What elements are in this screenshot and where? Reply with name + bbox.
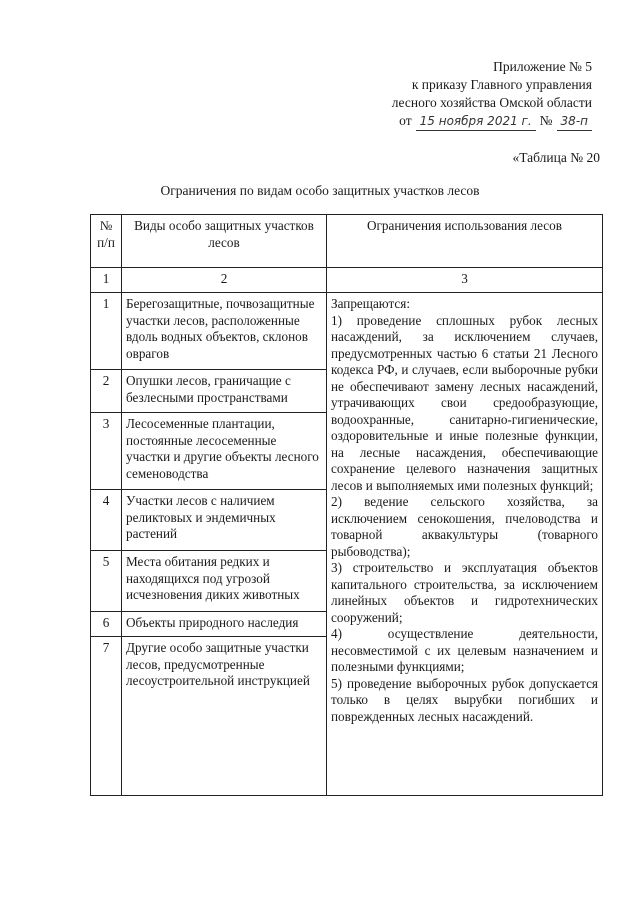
- table-label: «Таблица № 20: [512, 150, 600, 165]
- order-reference-line: к приказу Главного управления: [411, 77, 592, 92]
- zone-type: Лесосеменные плантации, постоянные лесосеменные участки и другие объекты лесного семеноводства: [122, 413, 327, 490]
- row-number: 7: [91, 637, 122, 796]
- header-number: № п/п: [91, 215, 122, 268]
- zone-type: Другие особо защитные участки лесов, предусмотренные лесоустроительной инструкцией: [122, 637, 327, 796]
- restrictions-cell: [327, 293, 603, 796]
- zone-type: Участки лесов с наличием реликтовых и эндемичных растений: [122, 490, 327, 551]
- restriction-item: 5) проведение выборочных рубок допускается только в целях вырубки погибших и поврежденных лесных насаждений.: [331, 675, 598, 724]
- row-number: 4: [91, 490, 122, 551]
- handwritten-date: 15 ноября 2021 г.: [416, 112, 536, 131]
- restriction-item: 3) строительство и эксплуатация объектов капитального строительства, за исключением линейных объектов и гидротехнических сооружений;: [331, 560, 598, 625]
- table-header-row: [91, 215, 603, 268]
- column-number: 1: [91, 268, 122, 293]
- row-number: 1: [91, 293, 122, 370]
- handwritten-number: 38-п: [557, 112, 592, 131]
- zone-type: Берегозащитные, почвозащитные участки лесов, расположенные вдоль водных объектов, склонов оврагов: [122, 293, 327, 370]
- restriction-item: 4) осуществление деятельности, несовместимой с их целевым назначением и полезными функциями;: [331, 626, 598, 674]
- number-label: №: [539, 113, 553, 128]
- restriction-item: 2) ведение сельского хозяйства, за исключением сенокошения, пчеловодства и товарной аквакультуры (товарного рыбоводства);: [331, 494, 598, 559]
- row-number: 3: [91, 413, 122, 490]
- column-number-row: [91, 268, 603, 293]
- header-type: Виды особо защитных участков лесов: [122, 215, 327, 268]
- row-number: 2: [91, 370, 122, 413]
- zone-type: Объекты природного наследия: [122, 612, 327, 637]
- from-label: от: [399, 113, 412, 128]
- zone-type: Опушки лесов, граничащие с безлесными пространствами: [122, 370, 327, 413]
- column-number: 3: [327, 268, 603, 293]
- header-restrictions: Ограничения использования лесов: [327, 215, 603, 268]
- row-number: 6: [91, 612, 122, 637]
- appendix-number: Приложение № 5: [493, 59, 592, 74]
- authority-name: лесного хозяйства Омской области: [391, 95, 592, 110]
- restriction-item: 1) проведение сплошных рубок лесных насаждений, за исключением случаев, предусмотренных частью 6 статьи 21 Лесного кодекса РФ, и случаев, если выборочные рубки не обеспечивают замену лесных насаждений, утрачивающих свои средообразующие, водоохранные, санитарно-гигиенические, оздоровительные и иные полезные функции, на лесные насаждения, обеспечивающие сохранение целевого назначения защитных лесов и выполняемых ими полезных функций;: [331, 312, 598, 493]
- table-row: [91, 293, 603, 370]
- order-date-number-line: [392, 112, 592, 131]
- document-header: [392, 58, 592, 131]
- document-title: Ограничения по видам особо защитных участков лесов: [160, 183, 480, 198]
- restrictions-intro: Запрещаются:: [331, 296, 410, 311]
- restrictions-table: [90, 214, 603, 796]
- zone-type: Места обитания редких и находящихся под угрозой исчезновения диких животных: [122, 551, 327, 612]
- row-number: 5: [91, 551, 122, 612]
- column-number: 2: [122, 268, 327, 293]
